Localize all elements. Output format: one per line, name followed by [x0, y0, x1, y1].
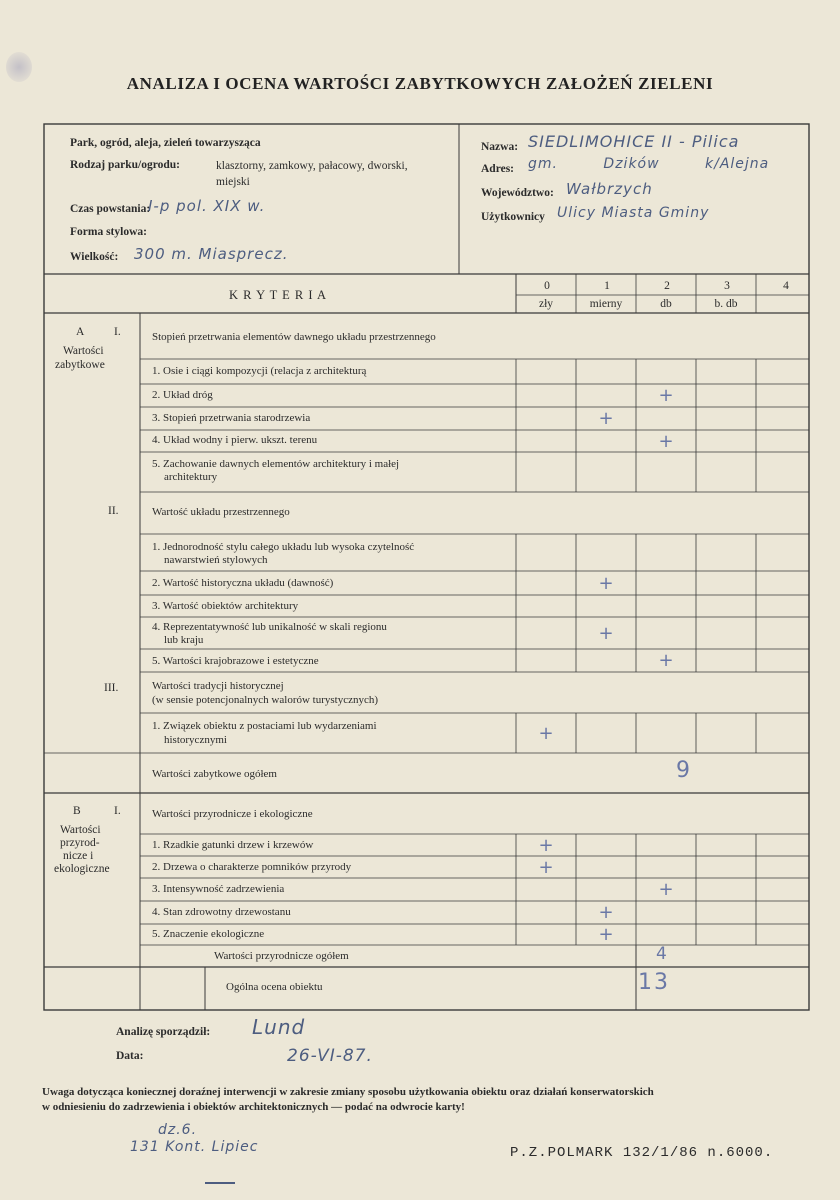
score-marks — [538, 385, 673, 945]
group-1-row-2: 2. Układ dróg — [152, 389, 213, 401]
adres-value: gm. Dzików k/Alejna — [528, 156, 770, 172]
total-b-label: Wartości przyrodnicze ogółem — [214, 950, 349, 962]
adres-label: Adres: — [481, 163, 515, 175]
group-2-title: Wartość układu przestrzennego — [152, 506, 290, 518]
section-b-title-2: przyrod- — [60, 837, 100, 849]
scale-number-4: 4 — [783, 280, 789, 292]
score-mark-0-3: + — [658, 431, 674, 452]
group-3-row-1: 1. Związek obiektu z postaciami lub wydarzeniami — [152, 720, 377, 732]
group-1-row-3: 3. Stopień przetrwania starodrzewia — [152, 412, 311, 424]
data-label: Data: — [116, 1050, 144, 1062]
score-mark-2-0: + — [538, 723, 554, 744]
roman-3: III. — [104, 682, 119, 694]
group-2-row-5: 5. Wartości krajobrazowe i estetyczne — [152, 655, 319, 667]
rodzaj-options-1: klasztorny, zamkowy, pałacowy, dworski, — [216, 160, 408, 172]
print-code: P.Z.POLMARK 132/1/86 n.6000. — [510, 1145, 774, 1161]
rodzaj-options-2: miejski — [216, 176, 250, 188]
form-title: ANALIZA I OCENA WARTOŚCI ZABYTKOWYCH ZAŁOŻEŃ ZIELENI — [126, 74, 714, 93]
score-mark-3-2: + — [658, 879, 674, 900]
group-b-row-1: 1. Rzadkie gatunki drzew i krzewów — [152, 839, 314, 851]
handwritten-note-2: 131 Kont. Lipiec — [130, 1139, 259, 1155]
section-b-roman: I. — [114, 805, 121, 817]
wielkosc-label: Wielkość: — [70, 251, 119, 263]
score-mark-0-1: + — [658, 385, 674, 406]
pen-stroke — [205, 1182, 235, 1184]
wojewodztwo-value: Wałbrzych — [566, 180, 653, 198]
scale-word-2: db — [660, 298, 672, 310]
scale-word-3: b. db — [714, 298, 738, 310]
czas-label: Czas powstania: — [70, 203, 151, 215]
kryteria-label: K R Y T E R I A — [229, 288, 327, 302]
section-b-title-3: nicze i — [63, 850, 94, 862]
analiza-label: Analizę sporządził: — [116, 1026, 211, 1038]
uzytkownicy-label: Użytkownicy — [481, 211, 545, 223]
score-mark-1-4: + — [658, 650, 674, 671]
section-b-title-1: Wartości — [60, 824, 101, 836]
handwritten-note-1: dz.6. — [158, 1122, 198, 1138]
group-b-title: Wartości przyrodnicze i ekologiczne — [152, 808, 313, 820]
czas-value: I-p pol. XIX w. — [148, 197, 266, 215]
group-b-row-5: 5. Znaczenie ekologiczne — [152, 928, 265, 940]
scale-number-1: 1 — [604, 280, 610, 292]
group-b-row-2: 2. Drzewa o charakterze pomników przyrody — [152, 861, 352, 873]
group-2-row-3: 3. Wartość obiektów architektury — [152, 600, 299, 612]
score-mark-3-4: + — [598, 924, 614, 945]
data-value: 26-VI-87. — [287, 1046, 373, 1066]
rodzaj-label: Rodzaj parku/ogrodu: — [70, 159, 181, 171]
scale-number-2: 2 — [664, 280, 670, 292]
score-mark-1-3: + — [598, 623, 614, 644]
analiza-signature: Lund — [252, 1015, 306, 1039]
total-a-label: Wartości zabytkowe ogółem — [152, 768, 277, 780]
roman-1: I. — [114, 326, 121, 338]
group-3-title-1: Wartości tradycji historycznej — [152, 680, 284, 692]
group-1-row-4: 4. Układ wodny i pierw. ukszt. terenu — [152, 434, 318, 446]
overall-label: Ogólna ocena obiektu — [226, 981, 323, 993]
group-2-row-1-cont: nawarstwień stylowych — [164, 554, 268, 566]
wojewodztwo-label: Województwo: — [481, 187, 554, 199]
group-1-row-5-cont: architektury — [164, 471, 218, 483]
overall-value: 13 — [638, 970, 670, 995]
wielkosc-value: 300 m. Miasprecz. — [134, 245, 289, 263]
note-line-2: w odniesieniu do zadrzewienia i obiektów architektonicznych — podać na odwrocie karty! — [42, 1101, 465, 1113]
group-3-row-1-cont: historycznymi — [164, 734, 227, 746]
group-3-title-2: (w sensie potencjonalnych walorów turystycznych) — [152, 694, 379, 706]
section-b-title-4: ekologiczne — [54, 863, 110, 875]
section-a-title-2: zabytkowe — [55, 359, 105, 371]
section-a-title-1: Wartości — [63, 345, 104, 357]
park-label: Park, ogród, aleja, zieleń towarzysząca — [70, 137, 261, 149]
nazwa-value: SIEDLIMOHICE II - Pilica — [528, 132, 740, 151]
group-1-title: Stopień przetrwania elementów dawnego układu przestrzennego — [152, 331, 436, 343]
score-mark-0-2: + — [598, 408, 614, 429]
score-mark-1-1: + — [598, 573, 614, 594]
scale-number-3: 3 — [724, 280, 730, 292]
score-mark-3-1: + — [538, 857, 554, 878]
group-2-row-4-cont: lub kraju — [164, 634, 204, 646]
forma-label: Forma stylowa: — [70, 226, 147, 238]
scale-word-0: zły — [538, 298, 554, 310]
scale-word-1: mierny — [589, 298, 623, 310]
section-a-letter: A — [76, 326, 85, 338]
total-a-value: 9 — [676, 758, 690, 783]
score-mark-3-0: + — [538, 835, 554, 856]
group-1-row-5: 5. Zachowanie dawnych elementów architektury i małej — [152, 458, 400, 470]
roman-2: II. — [108, 505, 119, 517]
group-2-row-4: 4. Reprezentatywność lub unikalność w skali regionu — [152, 621, 387, 633]
scale-number-0: 0 — [544, 280, 550, 292]
uzytkownicy-value: Ulicy Miasta Gminy — [557, 205, 710, 221]
group-2-row-2: 2. Wartość historyczna układu (dawność) — [152, 577, 334, 589]
note-line-1: Uwaga dotycząca koniecznej doraźnej interwencji w zakresie zmiany sposobu użytkowania obiektu oraz działań konserwatorskich — [42, 1086, 654, 1098]
group-2-row-1: 1. Jednorodność stylu całego układu lub wysoka czytelność — [152, 541, 415, 553]
group-b-row-4: 4. Stan zdrowotny drzewostanu — [152, 906, 291, 918]
section-b-letter: B — [73, 805, 81, 817]
score-mark-3-3: + — [598, 902, 614, 923]
group-b-row-3: 3. Intensywność zadrzewienia — [152, 883, 285, 895]
group-1-row-1: 1. Osie i ciągi kompozycji (relacja z architekturą — [152, 365, 367, 377]
total-b-value: 4 — [656, 944, 667, 964]
nazwa-label: Nazwa: — [481, 141, 519, 153]
